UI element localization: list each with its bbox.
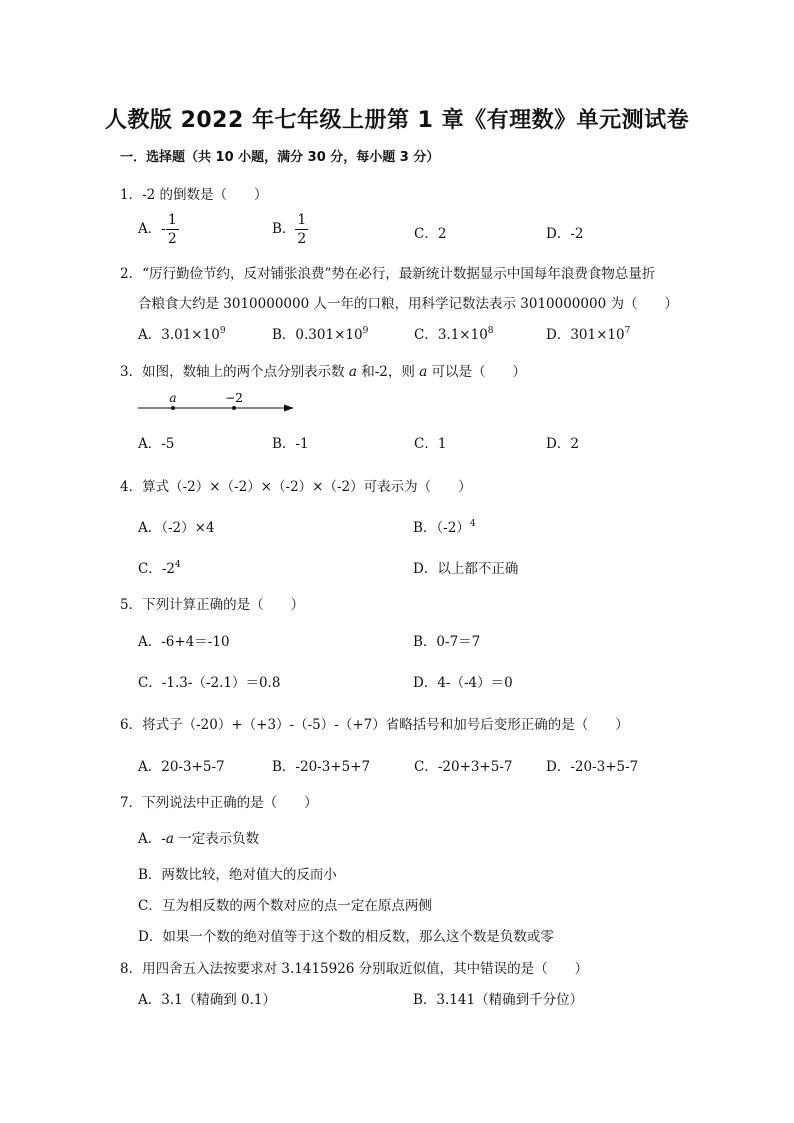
q1-option-c: C．2: [414, 226, 447, 242]
q2-a-base: A．3.01×10: [138, 327, 220, 343]
q2-option-b: [272, 323, 368, 343]
q5-option-c: C．-1.3-（-2.1）＝0.8: [138, 675, 281, 691]
question-2-stem-line2: 合粮食大约是 3010000000 人一年的口粮，用科学记数法表示 3010000000 为（ ）: [138, 296, 678, 312]
q4-option-c: [138, 557, 181, 577]
point-a-marker: [171, 406, 175, 410]
question-2-stem-line1: 2．“厉行勤俭节约，反对铺张浪费”势在必行，最新统计数据显示中国每年浪费食物总量折: [120, 266, 656, 282]
q4-c-base: C．-2: [138, 561, 175, 577]
q7-option-d: D．如果一个数的绝对值等于这个数的相反数，那么这个数是负数或零: [138, 929, 554, 945]
page-title: 人教版 2022 年七年级上册第 1 章《有理数》单元测试卷: [104, 108, 690, 133]
q3-option-d: D．2: [546, 436, 579, 452]
q4-option-d: D．以上都不正确: [413, 561, 519, 577]
q2-d-exponent: 7: [624, 326, 631, 336]
q1-option-b-fraction: [295, 213, 308, 246]
point-neg2-marker: [232, 406, 236, 410]
q4-b-base: B．（-2）: [413, 520, 470, 536]
question-8-stem: 8．用四舍五入法按要求对 3.1415926 分别取近似值，其中错误的是（ ）: [120, 961, 589, 977]
q3-stem-pre: 3．如图，数轴上的两个点分别表示数: [120, 364, 349, 380]
number-line-arrow-icon: [284, 405, 294, 412]
q3-stem-mid: 和-2，则: [356, 364, 420, 380]
q2-option-a: [138, 323, 226, 343]
q7-option-b: B．两数比较，绝对值大的反而小: [138, 867, 337, 883]
q6-option-b: B．-20-3+5+7: [272, 759, 371, 775]
section-heading: 一．选择题（共 10 小题，满分 30 分，每小题 3 分）: [120, 150, 440, 165]
q3-option-c: C．1: [414, 436, 447, 452]
question-4-stem: 4．算式（-2）×（-2）×（-2）×（-2）可表示为（ ）: [120, 479, 472, 495]
q3-var-a: a: [348, 364, 357, 380]
q2-b-base: B．0.301×10: [272, 327, 363, 343]
q1-option-d: D．-2: [546, 226, 584, 242]
q1-option-a-label: A．-: [138, 221, 166, 237]
point-a-label: a: [169, 391, 177, 405]
q4-b-exponent: 4: [469, 519, 476, 529]
question-7-stem: 7．下列说法中正确的是（ ）: [120, 795, 318, 811]
q8-option-a: A．3.1（精确到 0.1）: [138, 992, 276, 1008]
q3-option-a: A．-5: [138, 436, 175, 452]
q1-option-b-label: B．: [272, 221, 296, 237]
q2-c-base: C．3.1×10: [414, 327, 488, 343]
q2-option-d: [546, 323, 630, 343]
q2-a-exponent: 9: [219, 326, 226, 336]
q3-option-b: B．-1: [272, 436, 309, 452]
q7-a-prefix: A．-: [138, 831, 166, 847]
question-3-stem: [120, 360, 526, 380]
q1-option-a: [138, 213, 179, 246]
q2-c-exponent: 8: [487, 326, 494, 336]
q1-option-b: [272, 213, 308, 246]
q2-option-c: [414, 323, 494, 343]
q8-option-b: B．3.141（精确到千分位）: [413, 992, 584, 1008]
q5-option-b: B．0-7＝7: [413, 634, 481, 650]
q2-d-base: D．301×10: [546, 327, 625, 343]
q3-var-a2: a: [419, 364, 428, 380]
q5-option-d: D．4-（-4）＝0: [413, 675, 513, 691]
question-6-stem: 6．将式子（-20）+（+3）-（-5）-（+7）省略括号和加号后变形正确的是（ ）: [120, 717, 629, 733]
question-5-stem: 5．下列计算正确的是（ ）: [120, 597, 305, 613]
q3-stem-post: 可以是（ ）: [427, 364, 527, 380]
q7-option-c: C．互为相反数的两个数对应的点一定在原点两侧: [138, 898, 432, 914]
q7-a-var: a: [165, 831, 174, 847]
q1-b-denominator: 2: [297, 231, 307, 247]
q6-option-c: C．-20+3+5-7: [414, 759, 513, 775]
q1-b-numerator: 1: [297, 212, 307, 228]
q4-c-exponent: 4: [174, 560, 181, 570]
q4-option-a: A．（-2）×4: [138, 520, 215, 536]
question-1-stem: 1．-2 的倒数是（ ）: [120, 187, 268, 203]
q1-option-a-fraction: [166, 213, 179, 246]
q6-option-a: A．20-3+5-7: [138, 759, 225, 775]
q5-option-a: A．-6+4＝-10: [138, 634, 230, 650]
q6-option-d: D．-20-3+5-7: [546, 759, 639, 775]
q7-a-suffix: 一定表示负数: [173, 831, 260, 847]
q1-a-denominator: 2: [167, 231, 177, 247]
q1-a-numerator: 1: [167, 212, 177, 228]
number-line-figure: [130, 388, 310, 424]
q7-option-a: [138, 827, 259, 847]
q4-option-b: [413, 516, 476, 536]
q2-b-exponent: 9: [362, 326, 369, 336]
point-neg2-label: −2: [225, 391, 243, 405]
